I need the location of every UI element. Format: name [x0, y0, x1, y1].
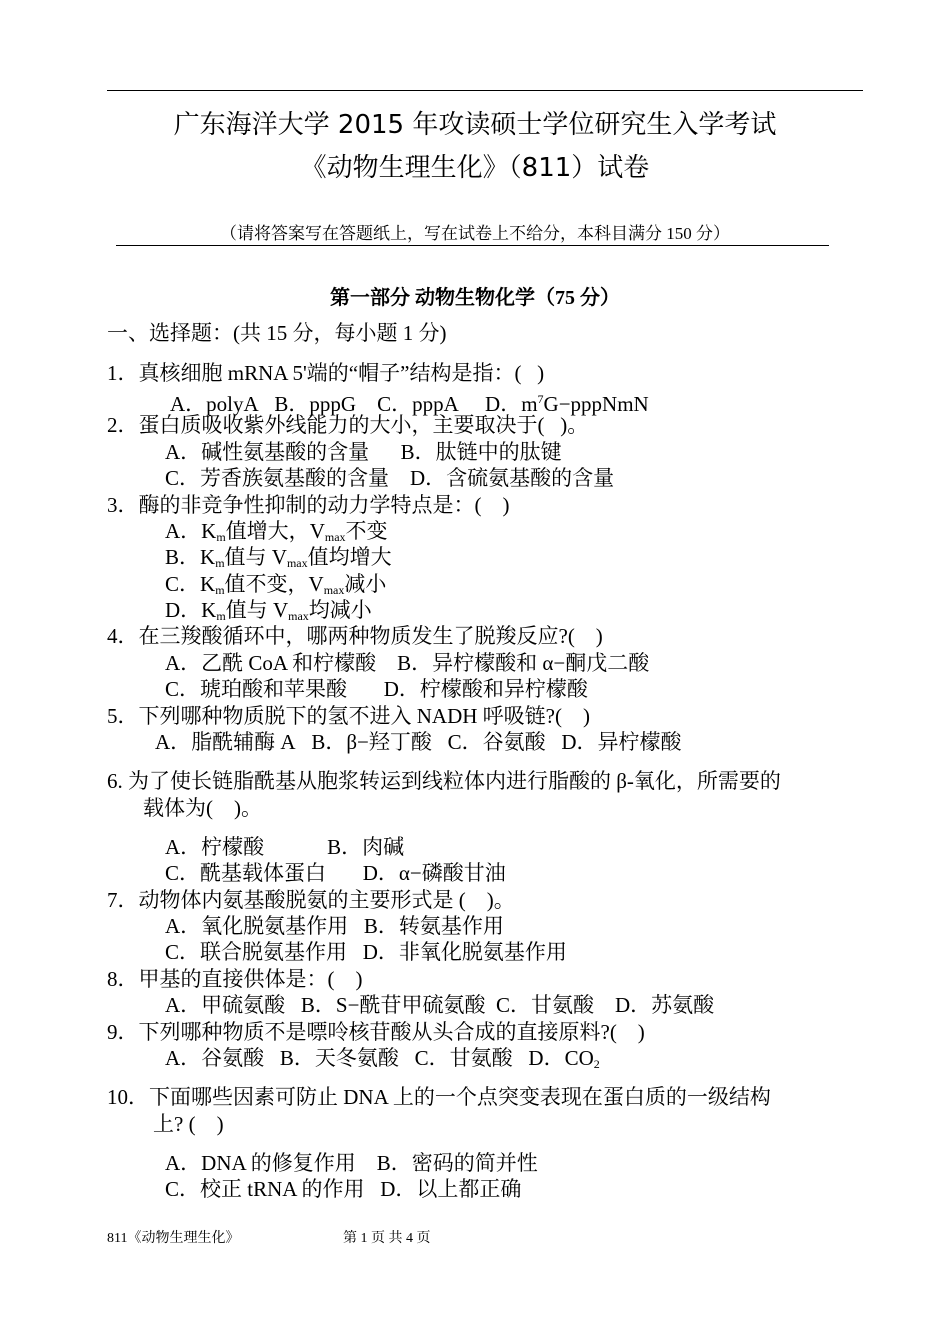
q1-option-d: D．$m^7G-pppNmN$ — [485, 392, 649, 416]
q2-options-cd: C．芳香族氨基酸的含量 D．含硫氨基酸的含量 — [165, 466, 615, 490]
question-5: 5．下列哪种物质脱下的氢不进入 NADH 呼吸链?( ) — [107, 704, 590, 728]
q7-options-cd: C．联合脱氨基作用 D．非氧化脱氨基作用 — [165, 940, 567, 964]
q10-options-cd: C．校正 tRNA 的作用 D．以上都正确 — [165, 1177, 522, 1201]
question-2: 2．蛋白质吸收紫外线能力的大小，主要取决于( )。 — [107, 413, 589, 437]
exam-title-line2: 《动物生理生化》（811）试卷 — [300, 153, 650, 183]
q2-options-ab: A．碱性氨基酸的含量 B．肽链中的肽键 — [165, 440, 562, 464]
q6-options-cd: C．酰基载体蛋白 D．α−磷酸甘油 — [165, 861, 506, 885]
q1-option-a: A．polyA — [170, 392, 259, 416]
section-heading: 一、选择题：(共 15 分，每小题 1 分) — [107, 321, 447, 345]
q1-option-b: B．pppG — [274, 392, 357, 416]
question-10-line2: 上? ( ) — [153, 1112, 224, 1136]
question-4: 4．在三羧酸循环中，哪两种物质发生了脱羧反应?( ) — [107, 624, 603, 648]
question-1: 1．真核细胞 mRNA 5'端的“帽子”结构是指：( ) — [107, 361, 545, 385]
question-9: 9．下列哪种物质不是嘌呤核苷酸从头合成的直接原料?( ) — [107, 1020, 645, 1044]
q4-options-cd: C．琥珀酸和苹果酸 D．柠檬酸和异柠檬酸 — [165, 677, 588, 701]
q8-options: A．甲硫氨酸 B．S−酰苷甲硫氨酸 C．甘氨酸 D．苏氨酸 — [165, 993, 715, 1017]
q3-option-b: B．$K_m$值与 $V_{max}$值均增大 — [165, 545, 392, 570]
question-7: 7．动物体内氨基酸脱氨的主要形式是 ( )。 — [107, 888, 515, 912]
question-6-line1: 6. 为了使长链脂酰基从胞浆转运到线粒体内进行脂酸的 β-氧化，所需要的 — [107, 769, 781, 793]
part-title: 第一部分 动物生物化学（75 分） — [330, 287, 620, 309]
answer-instructions: （请将答案写在答题纸上，写在试卷上不给分，本科目满分 150 分） — [220, 224, 730, 243]
footer-page-number: 第 1 页 共 4 页 — [343, 1231, 431, 1246]
q10-options-ab: A．DNA 的修复作用 B．密码的简并性 — [165, 1151, 538, 1175]
q3-option-c: C．$K_m$值不变，$V_{max}$减小 — [165, 572, 387, 597]
question-3: 3．酶的非竞争性抑制的动力学特点是：( ) — [107, 493, 510, 517]
top-rule — [107, 90, 863, 91]
question-10-line1: 10．下面哪些因素可防止 DNA 上的一个点突变表现在蛋白质的一级结构 — [107, 1085, 771, 1109]
q3-option-a: A．$K_m$值增大，$V_{max}$不变 — [165, 519, 388, 544]
q4-options-ab: A．乙酰 CoA 和柠檬酸 B．异柠檬酸和 α−酮戊二酸 — [165, 651, 650, 675]
question-8: 8．甲基的直接供体是：( ) — [107, 967, 363, 991]
q9-options: A．谷氨酸 B．天冬氨酸 C．甘氨酸 D．$CO_2$ — [165, 1046, 600, 1071]
q5-options: A．脂酰辅酶 A B．β−羟丁酸 C．谷氨酸 D．异柠檬酸 — [155, 730, 682, 754]
footer-course: 811《动物生理生化》 — [107, 1231, 240, 1246]
header-rule — [116, 245, 829, 246]
exam-title-line1: 广东海洋大学 2015 年攻读硕士学位研究生入学考试 — [173, 110, 777, 140]
q3-option-d: D．$K_m$值与 $V_{max}$均减小 — [165, 598, 372, 623]
question-6-line2: 载体为( )。 — [143, 796, 262, 820]
q1-option-c: C．pppA — [377, 392, 459, 416]
q6-options-ab: A．柠檬酸 B．肉碱 — [165, 835, 405, 859]
q7-options-ab: A．氧化脱氨基作用 B．转氨基作用 — [165, 914, 504, 938]
